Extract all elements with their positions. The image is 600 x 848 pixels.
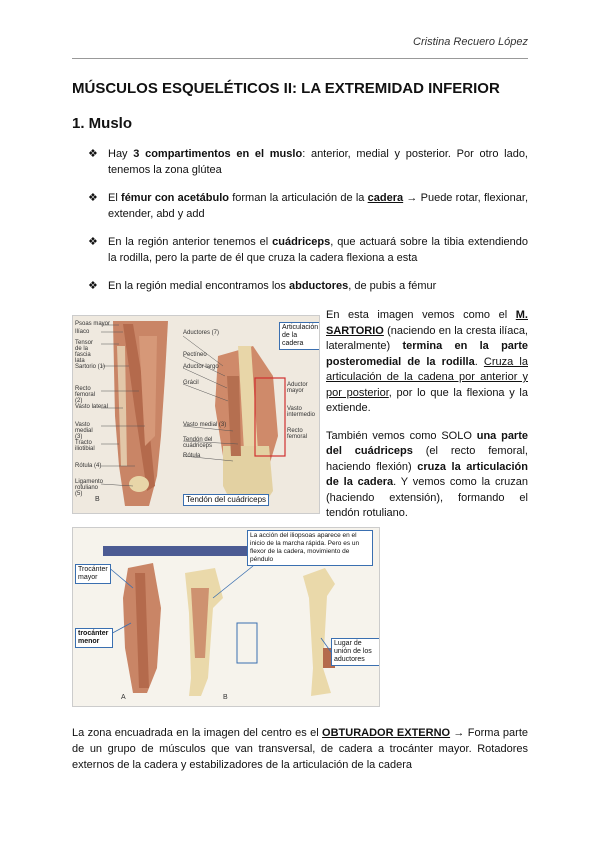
- label-recto-femoral-b: Recto femoral: [287, 428, 308, 440]
- label-psoas-mayor: Psoas mayor: [75, 321, 111, 327]
- callout-lugar-union-aductores: Lugar de unión de los aductores: [331, 638, 380, 666]
- figure2-letter-b: B: [223, 694, 228, 701]
- label-iliaco: Ilíaco: [75, 329, 90, 335]
- label-aductor-largo: Aductor largo: [183, 364, 219, 370]
- callout-iliopsoas: La acción del iliopsoas aparece en el inicio de la marcha rápida. Pero es un flexor de la cadera, movimiento de péndulo: [247, 530, 373, 566]
- bullet-item: ❖ En la región medial encontramos los abductores, de pubis a fémur: [88, 280, 437, 292]
- bullet-item: ❖ Hay 3 compartimentos en el muslo: anterior, medial y posterior. Por otro lado, tenemos la zona glútea: [88, 148, 528, 176]
- diamond-bullet-icon: ❖: [88, 280, 98, 292]
- callout-trocanter-mayor: Trocánter mayor: [75, 564, 111, 584]
- bullet-list: [88, 146, 528, 306]
- callout-tendon-cuadriceps: Tendón del cuádriceps: [183, 494, 269, 506]
- obturador-paragraph: La zona encuadrada en la imagen del centro es el OBTURADOR EXTERNO → Forma parte de un grupo de músculos que van transversal, de cadera a trocánter mayor. Rotadores externos de la cadera y estabilizadores de la articulación de la cadera: [72, 727, 528, 771]
- iliopsoas-figure: [72, 527, 380, 707]
- label-tendon-cuadriceps: Tendón del cuádriceps: [183, 437, 213, 449]
- label-ligamento-rotuliano: Ligamento rotuliano (5): [75, 479, 104, 497]
- figure1-explanation: [326, 308, 528, 534]
- figure2-letter-a: A: [121, 694, 126, 701]
- label-tensor-fascia-lata: Tensor de la fascia lata: [75, 340, 94, 364]
- document-title: MÚSCULOS ESQUELÉTICOS II: LA EXTREMIDAD INFERIOR: [72, 80, 500, 97]
- label-recto-femoral: Recto femoral (2): [75, 386, 96, 404]
- diamond-bullet-icon: ❖: [88, 236, 98, 248]
- header-rule: [72, 58, 528, 59]
- author-name: Cristina Recuero López: [413, 36, 528, 48]
- label-aductor-mayor: Aductor mayor: [287, 382, 308, 394]
- label-vasto-medial-b: Vasto medial (3): [183, 422, 227, 428]
- figure-letter-b: B: [95, 496, 100, 503]
- bullet-item: ❖ En la región anterior tenemos el cuádriceps, que actuará sobre la tibia extendiendo la rodilla, pero la parte de él que cruza la cadera flexiona a esta: [88, 236, 528, 264]
- label-aductores: Aductores (7): [183, 330, 220, 336]
- explanation-paragraph-cuadriceps: También vemos como SOLO una parte del cuádriceps (el recto femoral, haciendo flexión) cruza la articulación de la cadera. Y vemos como la cruzan (haciendo extensión), formando el tendón rotuliano.: [326, 429, 528, 519]
- label-tracto-iliotibial: Tracto iliotibial: [75, 440, 95, 452]
- section-heading: 1. Muslo: [72, 115, 133, 132]
- thigh-muscles-figure: [72, 315, 320, 514]
- label-gracil: Grácil: [183, 380, 199, 386]
- callout-trocanter-menor: trocánter menor: [75, 628, 113, 648]
- explanation-paragraph-sartorio: En esta imagen vemos como el M. SARTORIO (naciendo en la cresta ilíaca, lateralmente) termina en la parte posteromedial de la rodilla. Cruza la articulación de la cadena por anterior y por posterior, por lo que la flexiona y la extiende.: [326, 309, 528, 414]
- diamond-bullet-icon: ❖: [88, 192, 98, 204]
- label-rotula-b: Rótula: [183, 453, 201, 459]
- bullet-item: ❖ El fémur con acetábulo forman la articulación de la cadera → Puede rotar, flexionar, extender, abd y add: [88, 192, 528, 220]
- callout-articulacion-cadera: Articulación de la cadera: [279, 322, 320, 350]
- label-vasto-medial: Vasto medial (3): [75, 422, 93, 440]
- label-vasto-lateral: Vasto lateral: [75, 404, 108, 410]
- label-pectineo: Pectíneo: [183, 352, 207, 358]
- label-rotula: Rótula (4): [75, 463, 102, 469]
- diamond-bullet-icon: ❖: [88, 148, 98, 160]
- label-vasto-intermedio: Vasto intermedio: [287, 406, 316, 418]
- label-sartorio: Sartorio (1): [75, 364, 106, 370]
